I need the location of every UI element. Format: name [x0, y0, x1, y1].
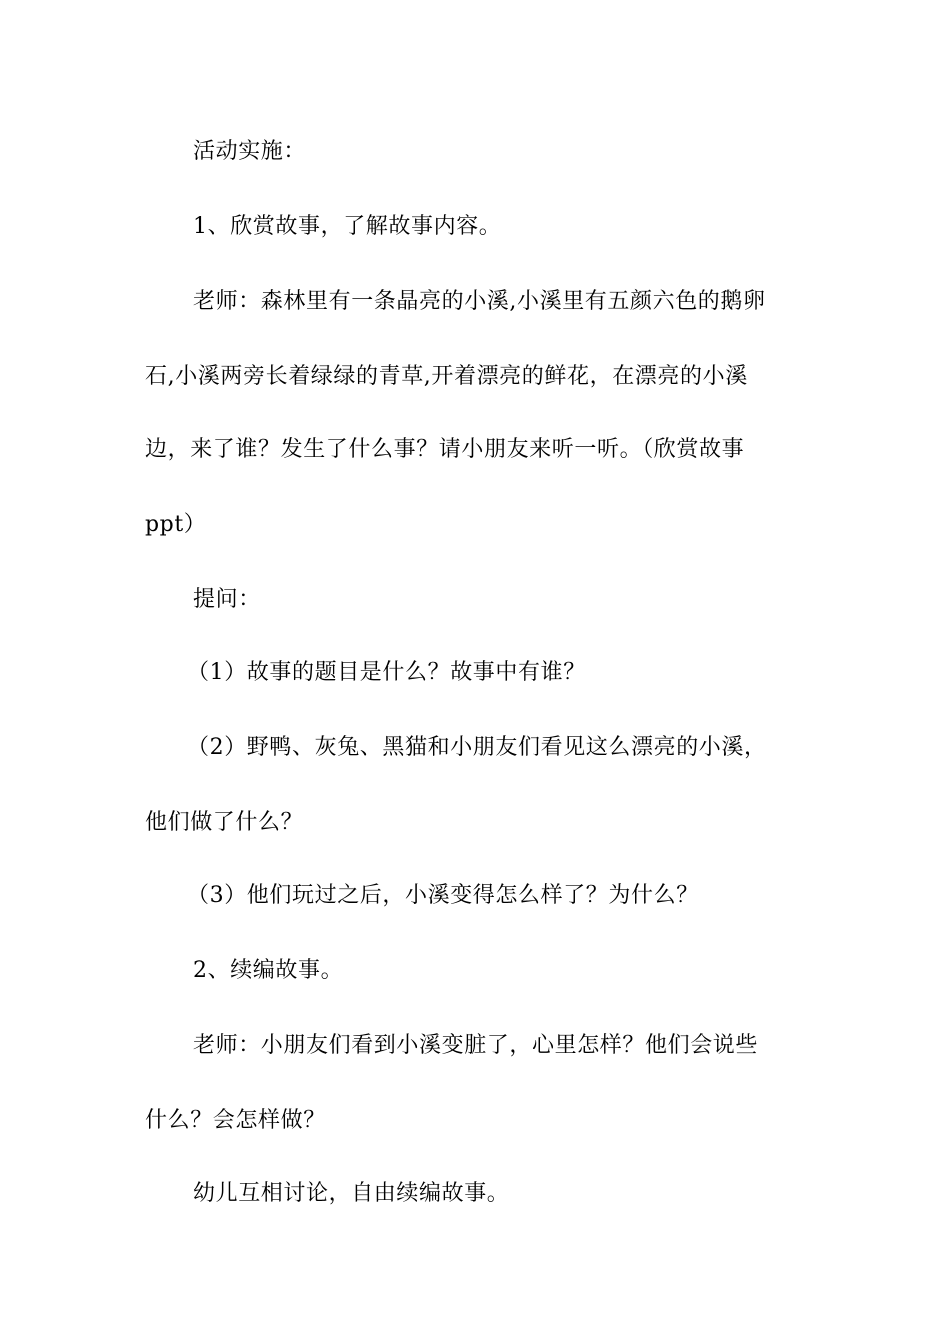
paragraph-line: 边，来了谁？发生了什么事？请小朋友来听一听。（欣赏故事 [145, 437, 745, 462]
paragraph-line: ppt） [145, 512, 207, 537]
paragraph-line: 老师：小朋友们看到小溪变脏了，心里怎样？他们会说些 [193, 1033, 759, 1058]
step-2-heading: 2、续编故事。 [193, 958, 344, 983]
question-2-continued: 他们做了什么？ [145, 810, 304, 835]
paragraph-line: 什么？会怎样做？ [145, 1108, 326, 1133]
question-3: （3）他们玩过之后，小溪变得怎么样了？为什么？ [187, 883, 699, 908]
paragraph-line: 幼儿互相讨论，自由续编故事。 [193, 1181, 510, 1206]
question-2: （2）野鸭、灰兔、黑猫和小朋友们看见这么漂亮的小溪， [187, 735, 767, 760]
question-1: （1）故事的题目是什么？故事中有谁？ [187, 660, 586, 685]
section-heading-activity: 活动实施： [193, 139, 307, 164]
paragraph-line: 老师：森林里有一条晶亮的小溪,小溪里有五颜六色的鹅卵 [193, 289, 766, 314]
question-heading: 提问： [193, 587, 261, 612]
paragraph-line: 石,小溪两旁长着绿绿的青草,开着漂亮的鲜花，在漂亮的小溪 [145, 364, 748, 389]
step-1-heading: 1、欣赏故事，了解故事内容。 [193, 214, 502, 239]
